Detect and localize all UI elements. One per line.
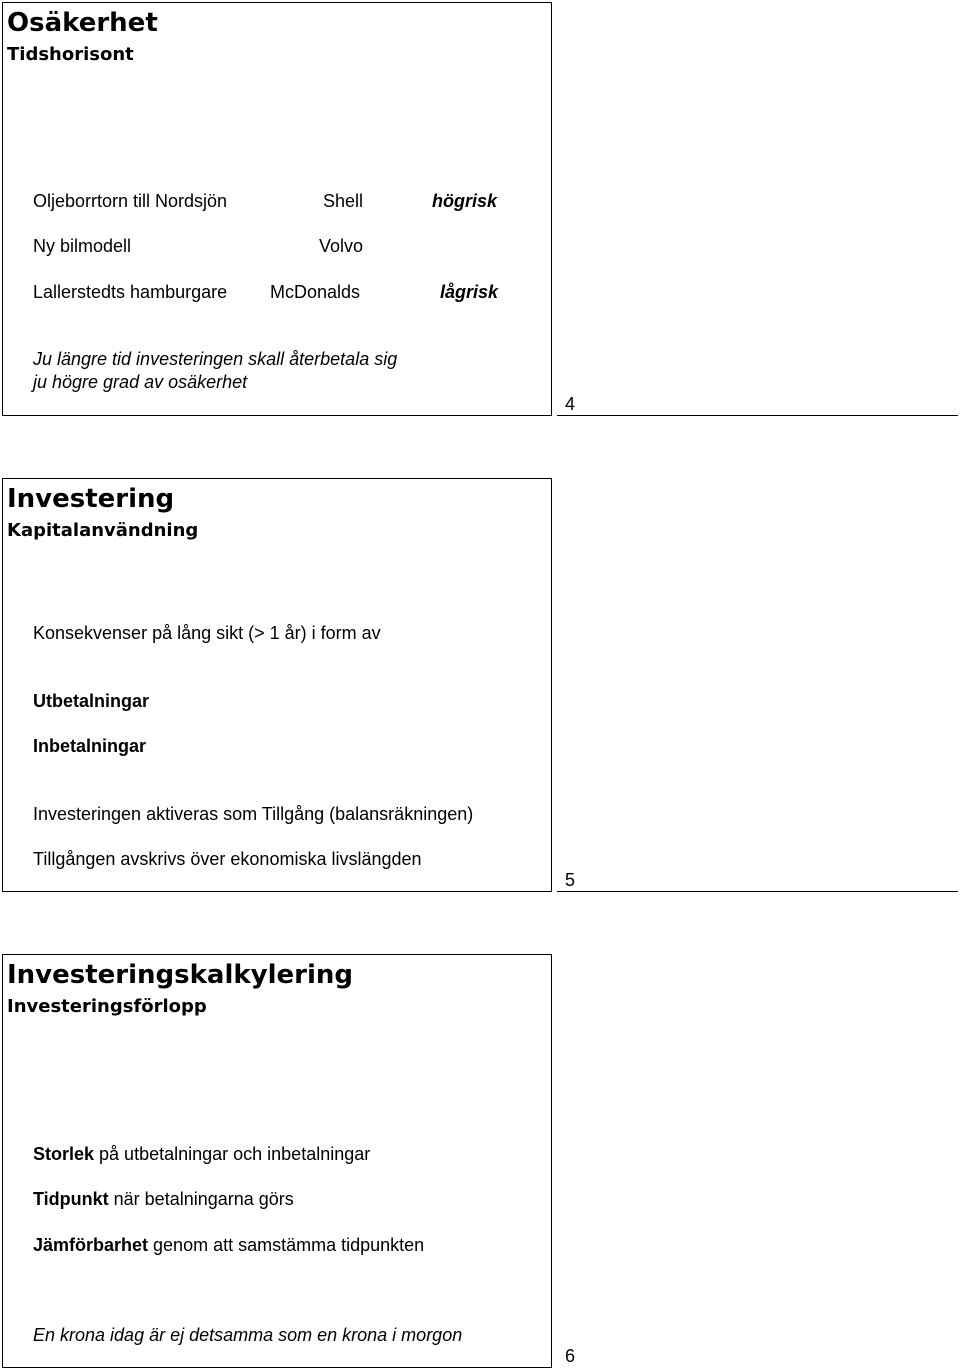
list-item-bold: Jämförbarhet — [33, 1235, 149, 1255]
company-name: Shell — [323, 191, 364, 211]
list-item-text: genom att samstämma tidpunkten — [148, 1235, 425, 1255]
bold-line: Utbetalningar — [33, 691, 150, 711]
note-line: En krona idag är ej detsamma som en krona i morgon — [33, 1325, 463, 1345]
slide-osakerhet — [2, 2, 552, 416]
project-name: Lallerstedts hamburgare — [33, 282, 228, 302]
page-number: 4 — [565, 394, 576, 414]
company-name: McDonalds — [270, 282, 361, 302]
slide-subtitle: Tidshorisont — [7, 44, 134, 65]
list-item-bold: Storlek — [33, 1144, 95, 1164]
page-number: 5 — [565, 870, 576, 890]
list-item-bold: Tidpunkt — [33, 1189, 109, 1209]
page-divider — [557, 891, 958, 892]
slide-title: Investeringskalkylering — [7, 960, 354, 990]
slide-subtitle: Kapitalanvändning — [7, 520, 199, 541]
risk-label: högrisk — [432, 191, 498, 211]
list-item-text: på utbetalningar och inbetalningar — [94, 1144, 371, 1164]
page-divider — [557, 415, 958, 416]
company-name: Volvo — [319, 236, 364, 256]
page-number: 6 — [565, 1346, 576, 1366]
slide-investeringskalkylering — [2, 954, 552, 1368]
slide-title: Osäkerhet — [7, 8, 158, 38]
note-line: ju högre grad av osäkerhet — [33, 372, 248, 392]
bold-line: Inbetalningar — [33, 736, 147, 756]
risk-label: lågrisk — [440, 282, 499, 302]
project-name: Oljeborrtorn till Nordsjön — [33, 191, 228, 211]
note-line: Ju längre tid investeringen skall återbetala sig — [33, 349, 398, 369]
body-line: Tillgången avskrivs över ekonomiska livslängden — [33, 849, 422, 869]
slide-title: Investering — [7, 484, 175, 514]
body-line: Konsekvenser på lång sikt (> 1 år) i form av — [33, 623, 381, 643]
project-name: Ny bilmodell — [33, 236, 132, 256]
list-item-text: när betalningarna görs — [108, 1189, 294, 1209]
list-item — [33, 1145, 370, 1163]
slide-investering — [2, 478, 552, 892]
slide-subtitle: Investeringsförlopp — [7, 996, 207, 1017]
list-item — [33, 1190, 294, 1208]
body-line: Investeringen aktiveras som Tillgång (balansräkningen) — [33, 804, 474, 824]
list-item — [33, 1236, 424, 1254]
